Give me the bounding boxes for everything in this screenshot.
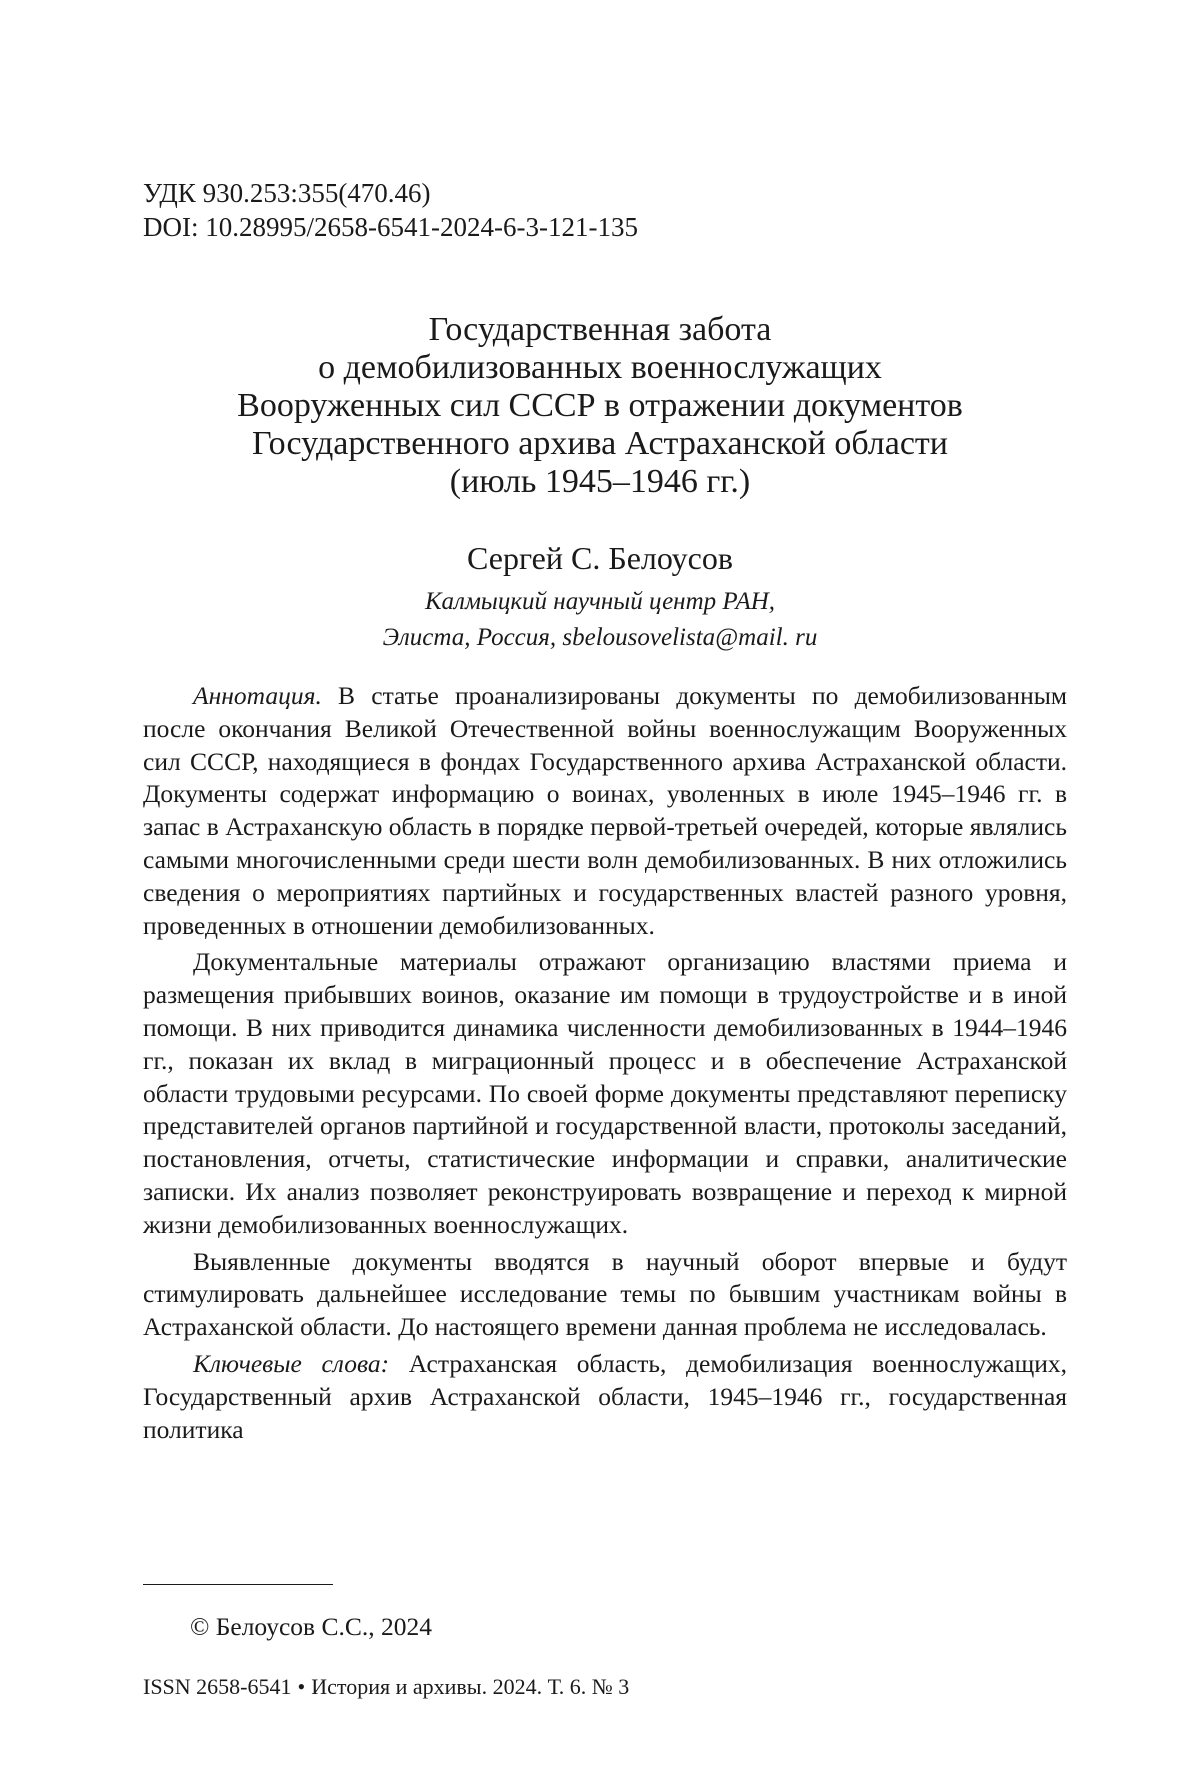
bullet-separator: • xyxy=(292,1674,312,1699)
title-line: о демобилизованных военнослужащих xyxy=(100,349,1100,387)
abstract-section xyxy=(143,680,1067,1446)
keywords-paragraph xyxy=(143,1348,1067,1446)
abstract-paragraph xyxy=(143,680,1067,942)
affiliation-line: Калмыцкий научный центр РАН, xyxy=(100,584,1100,620)
abstract-paragraph: Выявленные документы вводятся в научный оборот впервые и будут стимулировать дальнейшее исследование темы по бывшим участникам войны в Астраханской области. До настоящего времени данная проблема не исследовалась. xyxy=(143,1246,1067,1344)
issn: ISSN 2658-6541 xyxy=(143,1674,292,1699)
keywords-label: Ключевые слова: xyxy=(193,1349,389,1378)
journal-reference: История и архивы. 2024. Т. 6. № 3 xyxy=(311,1674,629,1699)
abstract-text: В статье проанализированы документы по демобилизо­ванным после окончания Великой Отечественной войны военнослужащим Вооруженных сил СССР, находящиеся в фондах Государственного архива Астраханской области. Документы содержат информацию о воинах, уво­ленных в июле 1945–1946 гг. в запас в Астраханскую область в порядке первой-третьей очередей, которые являлись самыми многочисленными среди шести волн демобилизованных. В них отложились сведения о мероп­риятиях партийных и государственных властей разного уровня, проведен­ных в отношении демобилизованных. xyxy=(143,681,1067,940)
udc-code: УДК 930.253:355(470.46) xyxy=(143,176,638,210)
journal-page xyxy=(0,0,1200,1780)
footnote-divider xyxy=(143,1584,333,1585)
author-affiliation xyxy=(100,584,1100,656)
page-footer xyxy=(143,1672,629,1702)
copyright-notice: © Белоусов С.С., 2024 xyxy=(190,1611,432,1643)
title-line: Государственная забота xyxy=(100,311,1100,349)
keywords-text: Астраханская область, демобилизация военнослужа­щих, Государственный архив Астраханской области, 1945–1946 гг., госу­дарственная политика xyxy=(143,1349,1067,1444)
article-metadata xyxy=(143,176,638,244)
title-line: Государственного архива Астраханской области xyxy=(100,425,1100,463)
article-title xyxy=(100,311,1100,501)
abstract-label: Аннотация. xyxy=(193,681,322,710)
title-line: Вооруженных сил СССР в отражении документов xyxy=(100,387,1100,425)
title-line: (июль 1945–1946 гг.) xyxy=(100,463,1100,501)
doi: DOI: 10.28995/2658-6541-2024-6-3-121-135 xyxy=(143,210,638,244)
author-name: Сергей С. Белоусов xyxy=(100,538,1100,578)
affiliation-line: Элиста, Россия, sbelousovelista@mail. ru xyxy=(100,620,1100,656)
abstract-paragraph: Документальные материалы отражают организацию властями приема и размещения прибывших воинов, оказание им помощи в трудоустрой­стве и в иной помощи. В них приводится динамика численности демоби­лизованных в 1944–1946 гг., показан их вклад в миграционный процесс и в обеспечение Астраханской области трудовыми ресурсами. По своей форме документы представляют переписку представителей органов пар­тийной и государственной власти, протоколы заседаний, постановления, отчеты, статистические информации и справки, аналитические записки. Их анализ позволяет реконструировать возвращение и переход к мирной жизни демобилизованных военнослужащих. xyxy=(143,946,1067,1241)
